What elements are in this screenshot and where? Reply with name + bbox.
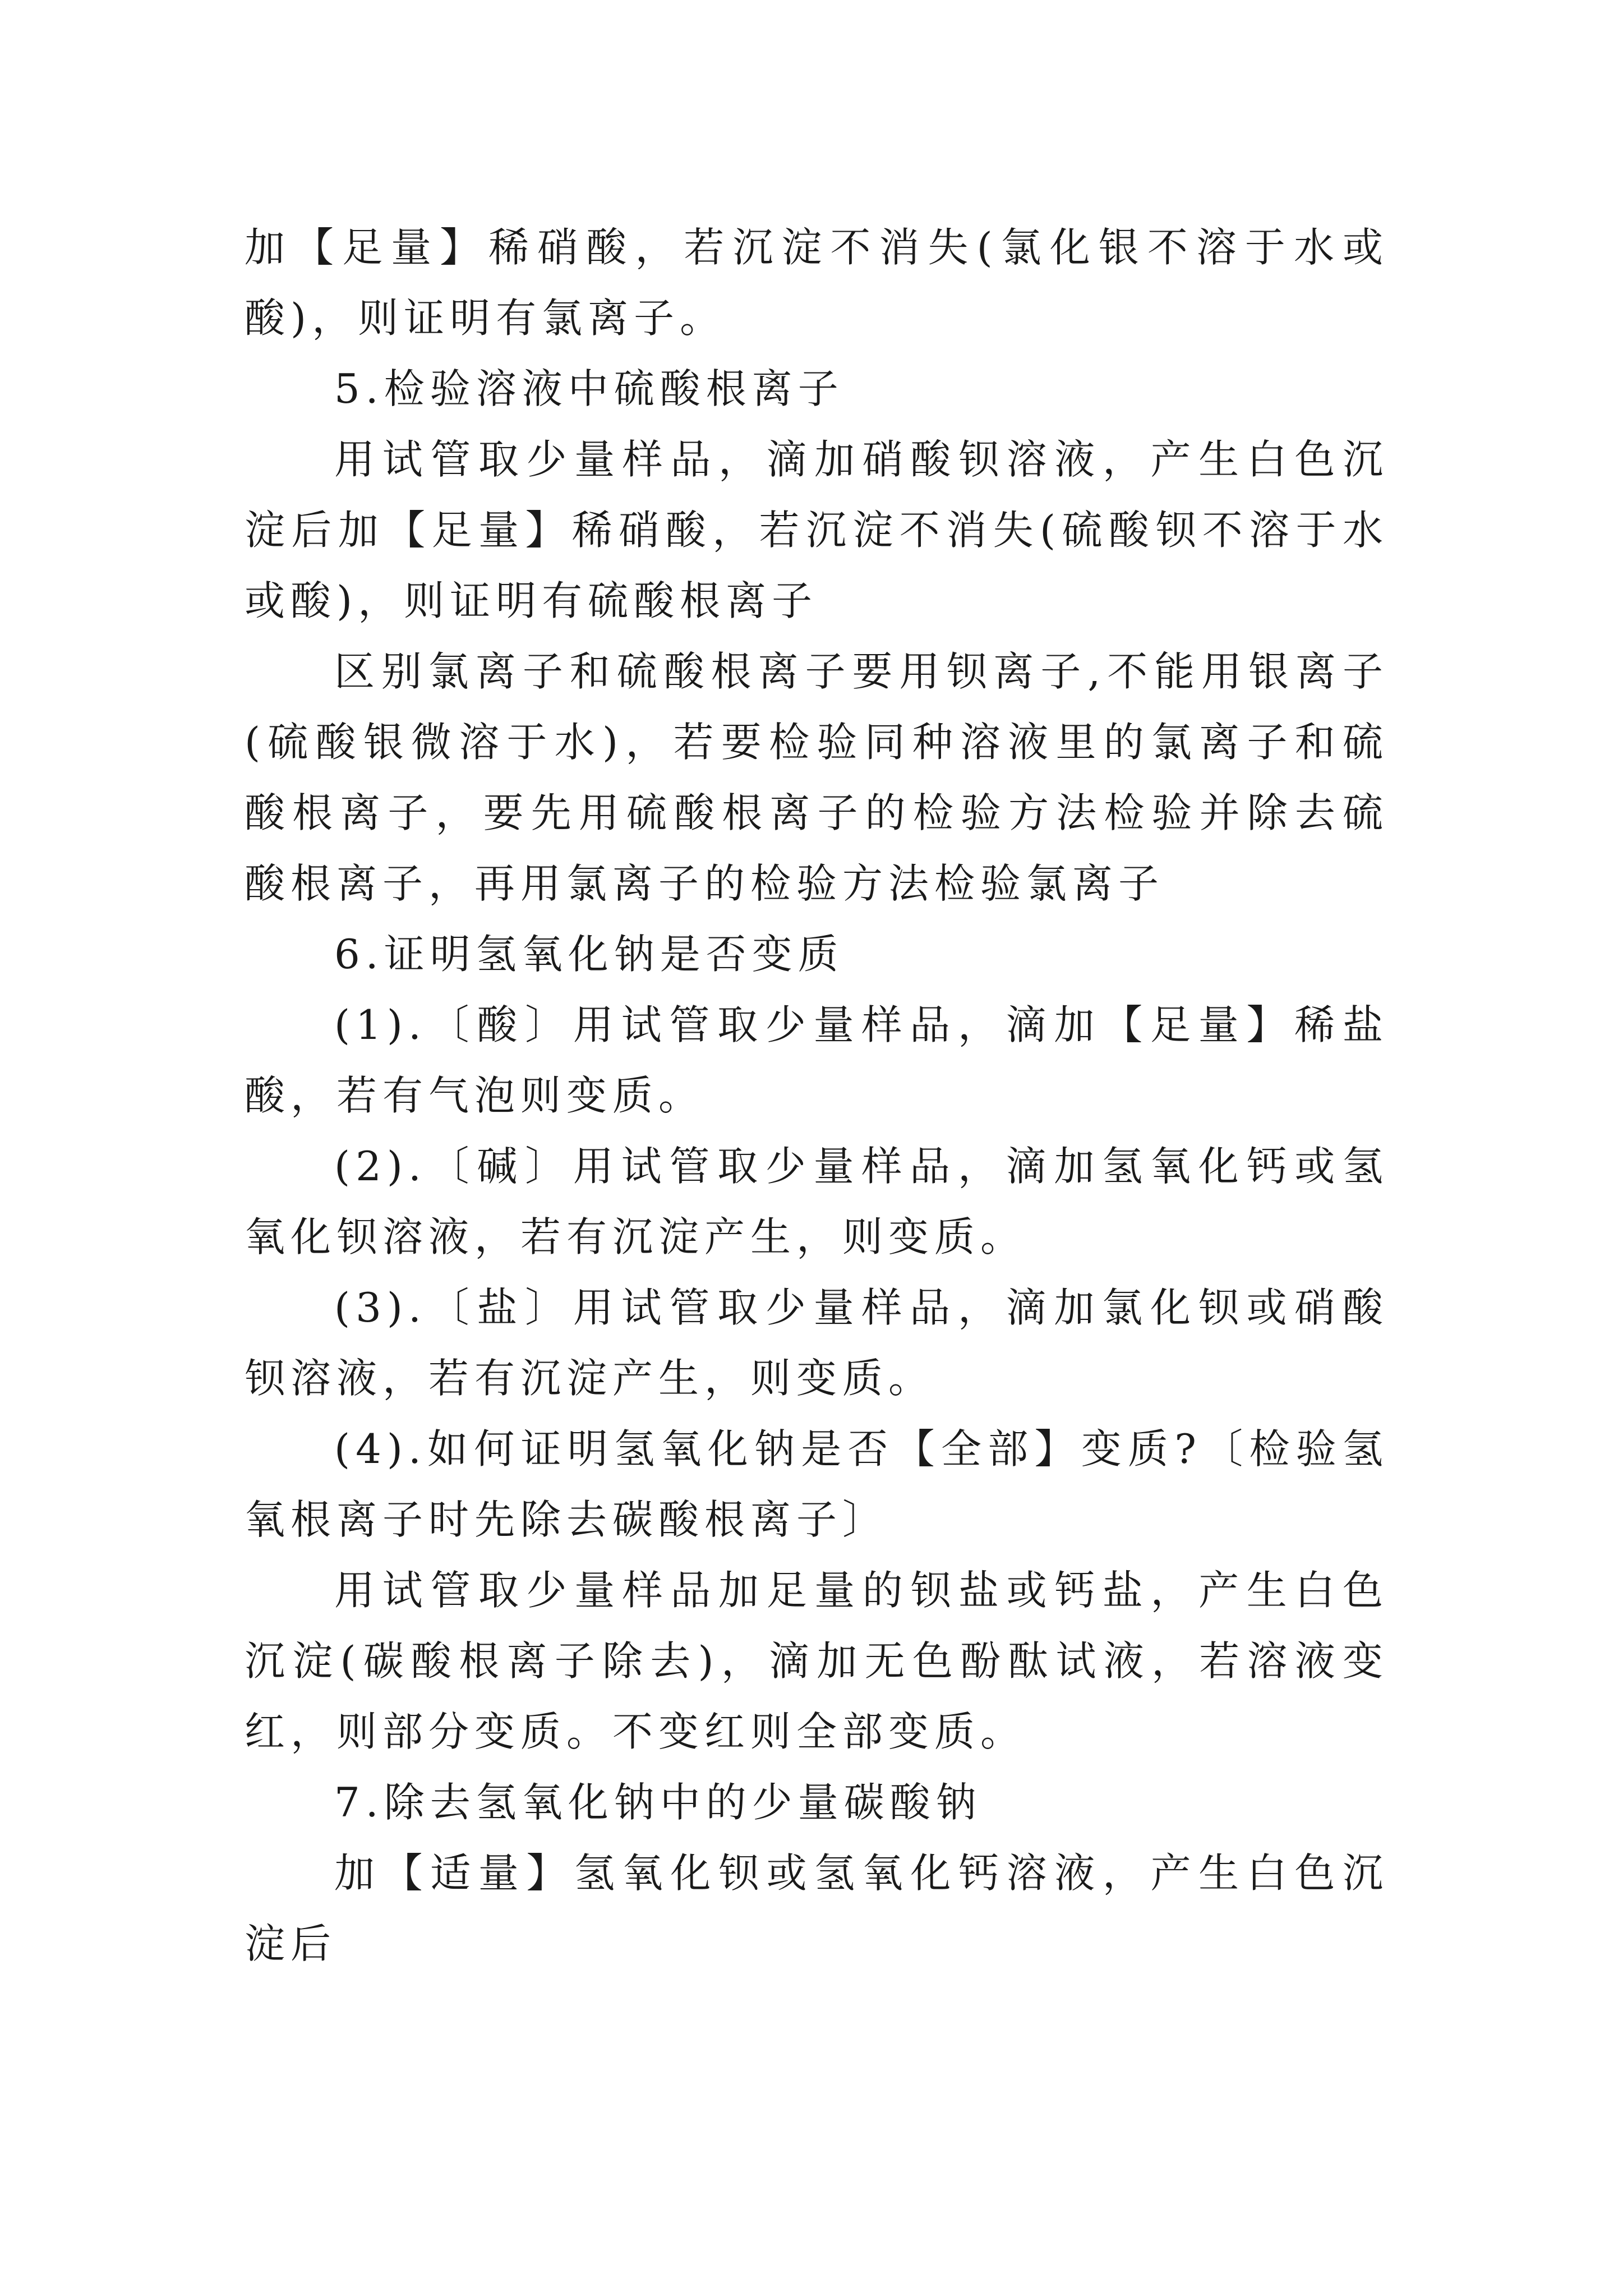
paragraph-sulfate-procedure: 用试管取少量样品，滴加硝酸钡溶液，产生白色沉淀后加【足量】稀硝酸，若沉淀不消失(硫酸钡不溶于水或酸)，则证明有硫酸根离子 <box>245 436 1389 624</box>
paragraph-remove-carbonate-procedure: 加【适量】氢氧化钡或氢氧化钙溶液，产生白色沉淀后 <box>245 1849 1389 1967</box>
paragraph-full-deterioration-question: (4).如何证明氢氧化钠是否【全部】变质?〔检验氢氧根离子时先除去碳酸根离子〕 <box>245 1425 1389 1543</box>
paragraph-chloride-sulfate-distinction: 区别氯离子和硫酸根离子要用钡离子,不能用银离子(硫酸银微溶于水)，若要检验同种溶液里的氯离子和硫酸根离子，要先用硫酸根离子的检验方法检验并除去硫酸根离子，再用氯离子的检验方法检验氯离子 <box>245 648 1389 907</box>
paragraph-chloride-conclusion: 加【足量】稀硝酸，若沉淀不消失(氯化银不溶于水或酸)，则证明有氯离子。 <box>245 224 1389 342</box>
paragraph-full-deterioration-procedure: 用试管取少量样品加足量的钡盐或钙盐，产生白色沉淀(碳酸根离子除去)，滴加无色酚酞试液，若溶液变红，则部分变质。不变红则全部变质。 <box>245 1567 1389 1755</box>
paragraph-base-method: (2).〔碱〕用试管取少量样品，滴加氢氧化钙或氢氧化钡溶液，若有沉淀产生，则变质。 <box>245 1143 1389 1260</box>
heading-naoh-deterioration: 6.证明氢氧化钠是否变质 <box>334 931 844 978</box>
heading-remove-sodium-carbonate: 7.除去氢氧化钠中的少量碳酸钠 <box>334 1779 982 1826</box>
paragraph-salt-method: (3).〔盐〕用试管取少量样品，滴加氯化钡或硝酸钡溶液，若有沉淀产生，则变质。 <box>245 1284 1389 1402</box>
heading-sulfate-test: 5.检验溶液中硫酸根离子 <box>334 365 844 412</box>
paragraph-acid-method: (1).〔酸〕用试管取少量样品，滴加【足量】稀盐酸，若有气泡则变质。 <box>245 1001 1389 1119</box>
document-body <box>245 212 1389 1979</box>
